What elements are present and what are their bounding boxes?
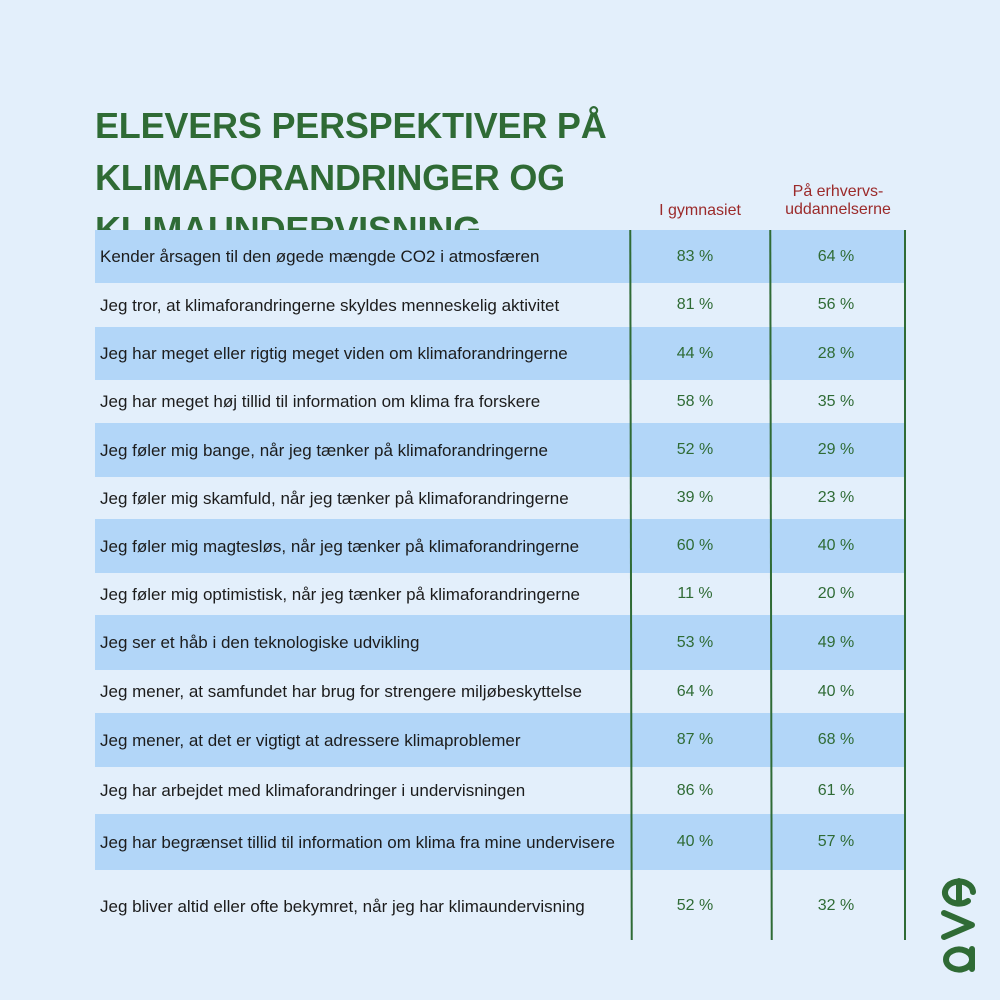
column-header-gymnasiet-label: I gymnasiet: [659, 202, 741, 219]
table-row: [95, 283, 906, 327]
value-gymnasiet: 58 %: [676, 392, 714, 410]
value-gymnasiet: 86 %: [676, 781, 714, 799]
value-gymnasiet: 44 %: [676, 344, 714, 362]
value-gymnasiet: 11 %: [677, 585, 713, 602]
row-label: Jeg føler mig skamfuld, når jeg tænker på klimaforandringerne: [100, 488, 569, 508]
value-erhverv: 64 %: [817, 247, 855, 265]
row-label: Jeg har meget høj tillid til information om klima fra forskere: [100, 392, 541, 411]
value-erhverv: 20 %: [817, 585, 855, 602]
value-erhverv: 29 %: [817, 441, 855, 458]
value-erhverv: 68 %: [817, 731, 855, 748]
value-gymnasiet: 87 %: [676, 731, 714, 748]
row-label: Jeg har arbejdet med klimaforandringer i undervisningen: [100, 781, 526, 800]
eva-logo-icon: [938, 873, 978, 973]
value-erhverv: 40 %: [817, 537, 855, 554]
column-header-erhverv: [770, 183, 906, 219]
table-row: [95, 573, 906, 615]
row-label: Jeg tror, at klimaforandringerne skyldes menneskelig aktivitet: [100, 295, 560, 315]
column-header-gymnasiet: [630, 202, 770, 220]
column-header-erhverv-line2: uddannelserne: [785, 201, 891, 218]
value-erhverv: 40 %: [817, 682, 855, 700]
row-label: Jeg har begrænset tillid til information om klima fra mine undervisere: [100, 832, 615, 852]
table-row: [95, 477, 906, 519]
value-erhverv: 57 %: [817, 833, 855, 850]
value-erhverv: 35 %: [817, 392, 855, 410]
chart-title: ELEVERS PERSPEKTIVER PÅ KLIMAFORANDRINGER OG: [95, 105, 607, 198]
value-gymnasiet: 39 %: [676, 489, 714, 506]
row-label: Jeg føler mig bange, når jeg tænker på klimaforandringerne: [100, 440, 548, 460]
row-label: Kender årsagen til den øgede mængde CO2 i atmosfæren: [100, 247, 540, 266]
value-gymnasiet: 40 %: [676, 833, 714, 850]
table-row: [95, 519, 906, 573]
column-header-erhverv-line1: På erhvervs-: [792, 183, 884, 200]
value-gymnasiet: 81 %: [676, 296, 714, 313]
table-row: [95, 423, 906, 477]
table-row: [95, 670, 906, 713]
value-erhverv: 32 %: [817, 897, 855, 914]
table-row: [95, 870, 906, 942]
row-label: Jeg føler mig magtesløs, når jeg tænker på klimaforandringerne: [100, 536, 580, 556]
row-label: Jeg mener, at det er vigtigt at adressere klimaproblemer: [100, 730, 521, 750]
value-gymnasiet: 64 %: [676, 682, 714, 700]
row-label: Jeg føler mig optimistisk, når jeg tænker på klimaforandringerne: [100, 584, 580, 604]
row-label: Jeg ser et håb i den teknologiske udvikling: [100, 633, 420, 652]
table-row: [95, 767, 906, 814]
value-gymnasiet: 52 %: [676, 897, 714, 914]
table-row: [95, 327, 906, 380]
value-erhverv: 61 %: [817, 781, 855, 799]
value-gymnasiet: 83 %: [676, 247, 714, 265]
value-gymnasiet: 60 %: [676, 537, 714, 554]
value-erhverv: 28 %: [817, 344, 855, 362]
row-label: Jeg har meget eller rigtig meget viden om klimaforandringerne: [100, 344, 568, 363]
table-row: [95, 230, 906, 283]
row-label: Jeg mener, at samfundet har brug for strengere miljøbeskyttelse: [100, 682, 582, 701]
value-gymnasiet: 52 %: [676, 441, 714, 458]
value-erhverv: 23 %: [817, 489, 855, 506]
value-erhverv: 49 %: [817, 633, 855, 651]
column-divider-right: [904, 230, 906, 940]
table-row: [95, 380, 906, 423]
value-erhverv: 56 %: [817, 296, 855, 313]
table-row: [95, 713, 906, 767]
table-row: [95, 615, 906, 670]
row-label: Jeg bliver altid eller ofte bekymret, når jeg har klimaundervisning: [100, 896, 585, 916]
table-row: [95, 814, 906, 870]
eva-logo: [938, 873, 978, 973]
value-gymnasiet: 53 %: [676, 633, 714, 651]
